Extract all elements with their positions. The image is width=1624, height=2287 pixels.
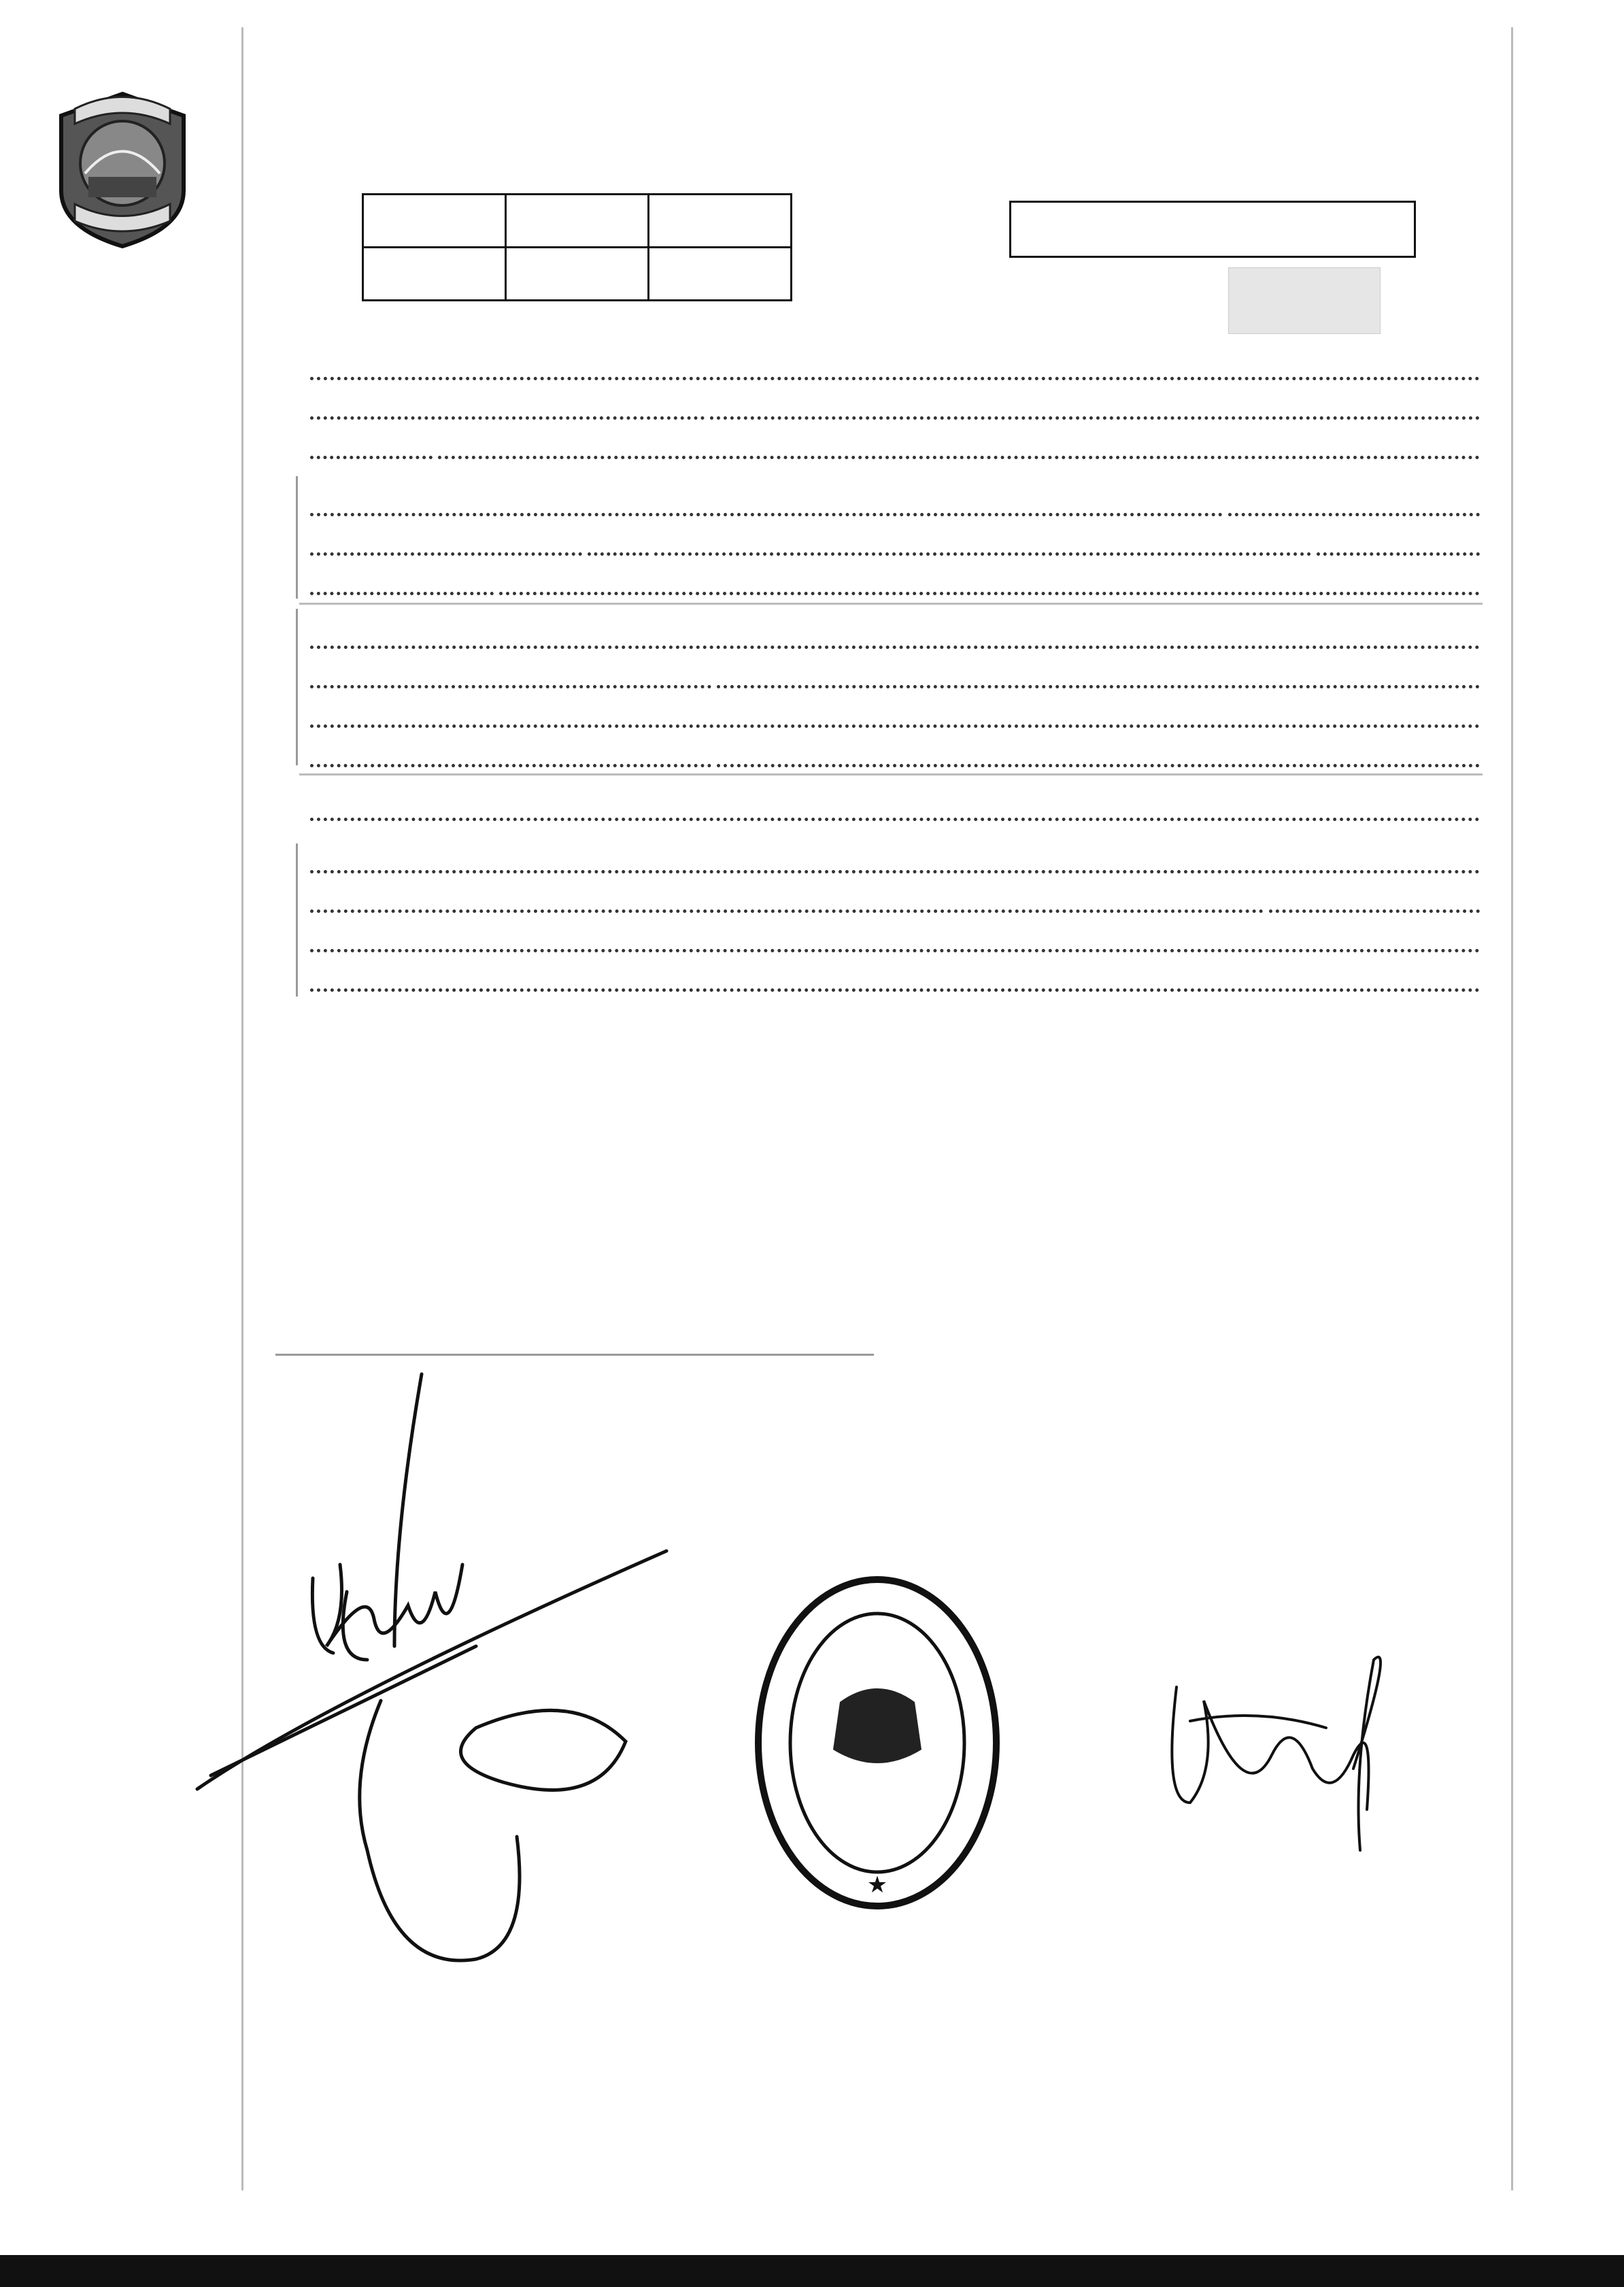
sticker-edge [275, 1354, 874, 1356]
act-type-box [1009, 201, 1416, 258]
sticker-bottom-marks [275, 1320, 874, 1354]
anio-value [649, 248, 792, 301]
official-signature [1149, 1633, 1435, 1857]
tomo-acta-anio-table [362, 193, 792, 301]
nacido-bracket [296, 476, 298, 599]
padres-divider [299, 773, 1483, 775]
padres-bracket [296, 609, 298, 765]
line-apellido [307, 784, 1483, 825]
acta-header [506, 195, 649, 248]
anio-header [649, 195, 792, 248]
barcode-sticker [275, 1112, 874, 1357]
line-obra [307, 955, 1483, 996]
official-stamp [751, 1573, 1003, 1913]
declarant-signature [190, 1360, 802, 1993]
declarante-bracket [296, 844, 298, 997]
footer-code [0, 2255, 1624, 2287]
line-madre-doc [307, 731, 1483, 771]
tomo-header [363, 195, 506, 248]
line-anio [307, 422, 1483, 463]
acta-value [506, 248, 649, 301]
official-caption [1061, 1809, 1489, 1812]
line-hora [307, 558, 1483, 599]
svg-text:★: ★ [866, 1872, 888, 1898]
tomo-value [363, 248, 506, 301]
sticker-top-marks [275, 1112, 874, 1139]
barcode [411, 1248, 792, 1316]
nacido-divider [299, 603, 1483, 605]
province-logo [48, 88, 197, 252]
serial-number [1228, 267, 1381, 334]
right-margin-rule [1511, 27, 1513, 2190]
